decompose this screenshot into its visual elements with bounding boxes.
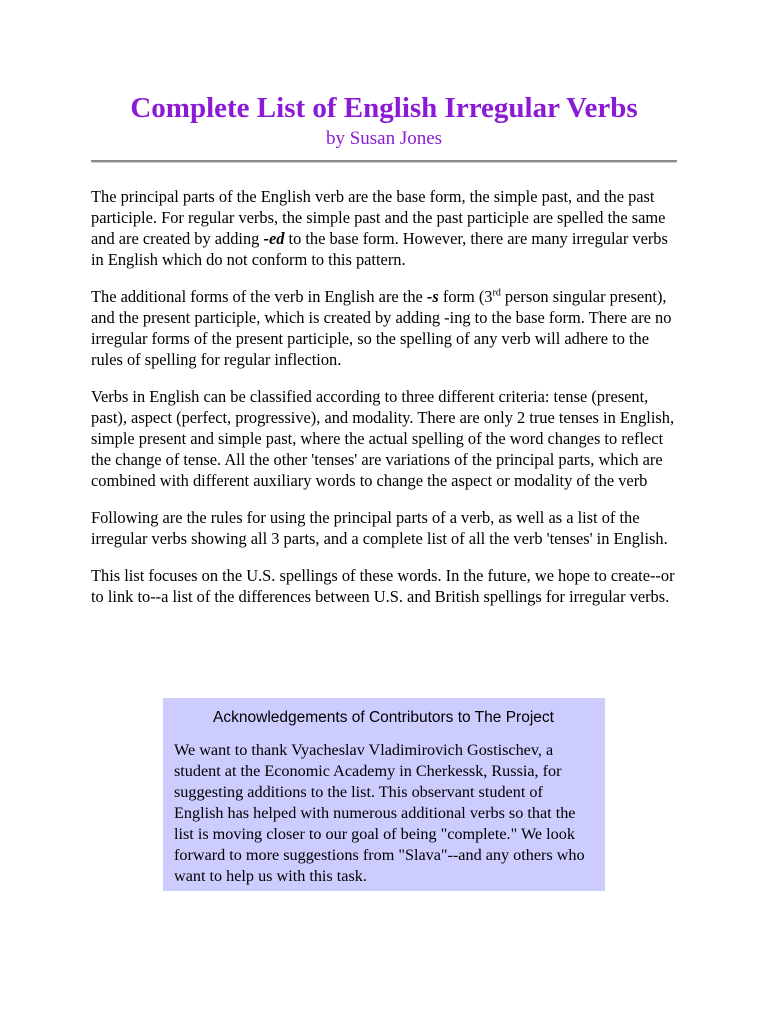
article-body <box>91 186 681 623</box>
ordinal-superscript: rd <box>492 287 501 299</box>
acknowledgements-title: Acknowledgements of Contributors to The Project <box>213 709 554 726</box>
paragraph-classification: Verbs in English can be classified according to three different criteria: tense (present, past), aspect (perfect, progressive), and modality. There are only 2 true tenses in English, simple present and simple past, where the actual spelling of the word changes to reflect the change of tense. All the other 'tenses' are variations of the principal parts, which are combined with different auxiliary words to change the aspect or modality of the verb <box>91 387 675 490</box>
acknowledgements-text: We want to thank Vyacheslav Vladimirovich Gostischev, a student at the Economic Academy in Cherkessk, Russia, for suggesting additions to the list. This observant student of English has helped with numerous additional verbs so that the list is moving closer to our goal of being "complete." We look forward to more suggestions from "Slava"--and any others who want to help us with this task. <box>174 741 585 885</box>
ed-suffix: -ed <box>263 229 285 248</box>
paragraph-principal-parts: The principal parts of the English verb are the base form, the simple past, and the past participle. For regular verbs, the simple past and the past participle are spelled the same and are created by adding -ed to the base form. However, there are many irregular verbs in English which do not conform to this pattern. <box>91 187 668 269</box>
acknowledgements-box <box>163 698 605 891</box>
author-byline: by Susan Jones <box>325 128 443 149</box>
title-divider <box>91 160 677 163</box>
page-title: Complete List of English Irregular Verbs <box>130 92 638 124</box>
paragraph-additional-forms: The additional forms of the verb in English are the -s form (3rd person singular present), and the present participle, which is created by adding -ing to the base form. There are no irregular forms of the present participle, so the spelling of any verb will adhere to the rules of spelling for regular inflection. <box>91 287 672 369</box>
s-suffix: -s <box>426 287 439 306</box>
paragraph-us-spellings: This list focuses on the U.S. spellings of these words. In the future, we hope to create--or to link to--a list of the differences between U.S. and British spellings for irregular verbs. <box>91 566 675 606</box>
paragraph-rules: Following are the rules for using the principal parts of a verb, as well as a list of the irregular verbs showing all 3 parts, and a complete list of all the verb 'tenses' in English. <box>91 508 668 548</box>
